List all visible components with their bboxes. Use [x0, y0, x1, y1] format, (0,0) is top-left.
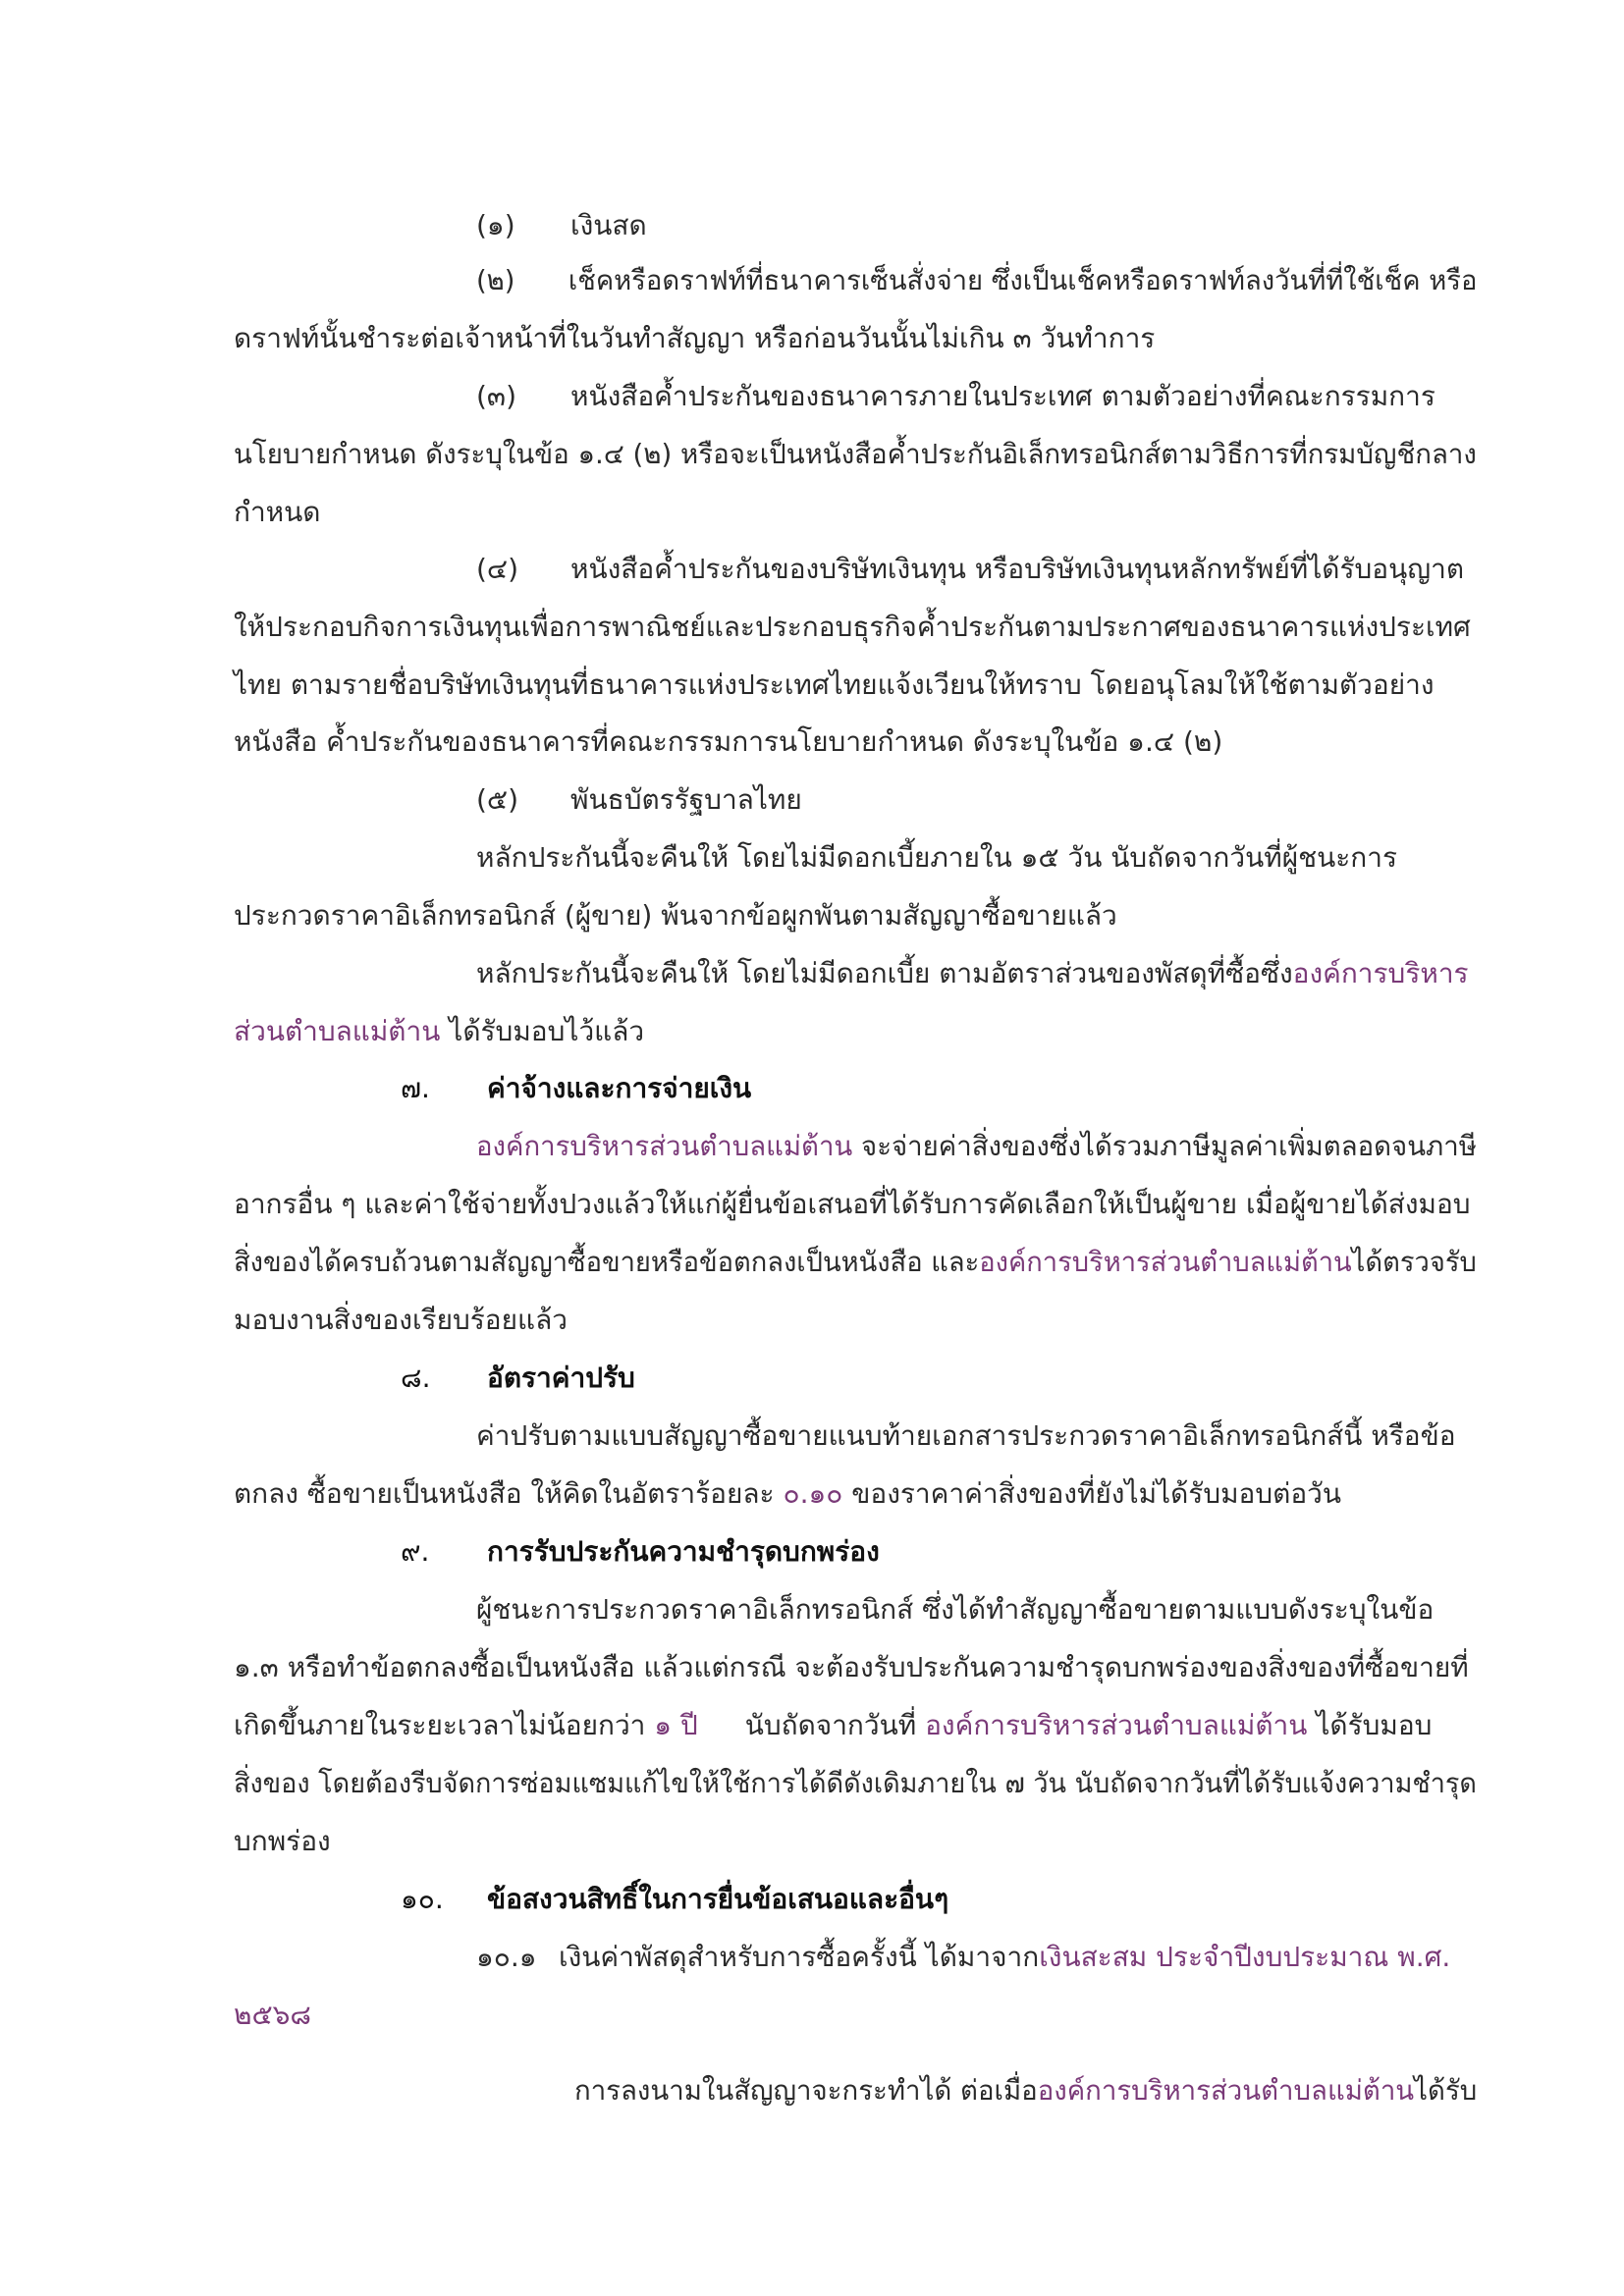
section-text: ของราคาค่าสิ่งของที่ยังไม่ได้รับมอบต่อวัน — [842, 1477, 1342, 1510]
return-1-line-2: ประกวดราคาอิเล็กทรอนิกส์ (ผู้ขาย) พ้นจากข้อผูกพันตามสัญญาซื้อขายแล้ว — [234, 899, 1117, 932]
org-name-text: องค์การบริหารส่วนตำบลแม่ต้าน — [1037, 2074, 1415, 2107]
section-text: เกิดขึ้นภายในระยะเวลาไม่น้อยกว่า — [234, 1709, 655, 1741]
section-text: ได้รับมอบ — [1307, 1709, 1433, 1741]
budget-source: เงินสะสม ประจำปีงบประมาณ พ.ศ. — [1039, 1941, 1451, 1973]
section-title: ข้อสงวนสิทธิ์ในการยื่นข้อเสนอและอื่นๆ — [487, 1883, 949, 1915]
item-text: หนังสือค้ำประกันของธนาคารภายในประเทศ ตามตัวอย่างที่คณะกรรมการ — [570, 380, 1435, 412]
section-text: ได้รับ — [1414, 2074, 1478, 2107]
warranty-period: ๑ ปี — [654, 1709, 698, 1741]
section-9-line-4: สิ่งของ โดยต้องรีบจัดการซ่อมแซมแก้ไขให้ใช้การได้ดีดังเดิมภายใน ๗ วัน นับถัดจากวันที่ได้รับแจ้งความชำรุด — [234, 1767, 1477, 1799]
section-text: เงินค่าพัสดุสำหรับการซื้อครั้งนี้ ได้มาจาก — [559, 1941, 1040, 1973]
org-name-text: องค์การบริหาร — [1292, 957, 1469, 989]
section-10-1-line-1 — [476, 1938, 1450, 1977]
item-2-line-2: ดราฟท์นั้นชำระต่อเจ้าหน้าที่ในวันทำสัญญา หรือก่อนวันนั้นไม่เกิน ๓ วันทำการ — [234, 322, 1156, 354]
item-text: เช็คหรือดราฟท์ที่ธนาคารเซ็นสั่งจ่าย ซึ่งเป็นเช็คหรือดราฟท์ลงวันที่ที่ใช้เช็ค หรือ — [568, 264, 1478, 296]
section-text: สิ่งของได้ครบถ้วนตามสัญญาซื้อขายหรือข้อตกลงเป็นหนังสือ และ — [234, 1246, 980, 1278]
item-number: (๑) — [476, 209, 515, 241]
return-2-line-1 — [476, 954, 1469, 993]
section-7-line-3 — [234, 1243, 1477, 1282]
section-number: ๙. — [401, 1535, 430, 1568]
section-9-heading — [401, 1532, 880, 1572]
item-text: หนังสือค้ำประกันของบริษัทเงินทุน หรือบริษัทเงินทุนหลักทรัพย์ที่ได้รับอนุญาต — [570, 553, 1465, 585]
section-7-line-4: มอบงานสิ่งของเรียบร้อยแล้ว — [234, 1304, 568, 1336]
section-8-heading — [401, 1359, 635, 1398]
item-number: (๓) — [476, 380, 516, 412]
penalty-rate: ๐.๑๐ — [783, 1477, 843, 1510]
item-text: พันธบัตรรัฐบาลไทย — [570, 783, 802, 816]
section-10-heading — [401, 1880, 948, 1919]
item-number: (๔) — [476, 553, 519, 585]
section-10-1-line-3 — [574, 2071, 1477, 2110]
return-2-text: หลักประกันนี้จะคืนให้ โดยไม่มีดอกเบี้ย ตามอัตราส่วนของพัสดุที่ซื้อซึ่ง — [476, 957, 1293, 989]
section-7-line-1 — [476, 1127, 1477, 1166]
section-text: นับถัดจากวันที่ — [744, 1709, 926, 1741]
item-1 — [476, 206, 647, 245]
section-number: ๑๐. — [401, 1883, 444, 1915]
return-1-line-1: หลักประกันนี้จะคืนให้ โดยไม่มีดอกเบี้ยภายใน ๑๕ วัน นับถัดจากวันที่ผู้ชนะการ — [476, 841, 1398, 874]
section-text: ได้ตรวจรับ — [1351, 1246, 1477, 1278]
section-7-line-2: อากรอื่น ๆ และค่าใช้จ่ายทั้งปวงแล้วให้แก่ผู้ยื่นข้อเสนอที่ได้รับการคัดเลือกให้เป็นผู้ขาย เมื่อผู้ขายได้ส่งมอบ — [234, 1188, 1471, 1220]
return-2-line-2 — [234, 1012, 644, 1051]
item-3-line-3: กำหนด — [234, 496, 321, 528]
item-4-line-2: ให้ประกอบกิจการเงินทุนเพื่อการพาณิชย์และประกอบธุรกิจค้ำประกันตามประกาศของธนาคารแห่งประเทศ — [234, 611, 1471, 643]
section-number: ๘. — [401, 1362, 431, 1394]
org-name-text: ส่วนตำบลแม่ต้าน — [234, 1015, 441, 1047]
section-9-line-2: ๑.๓ หรือทำข้อตกลงซื้อเป็นหนังสือ แล้วแต่กรณี จะต้องรับประกันความชำรุดบกพร่องของสิ่งของที่ซื้อขายที่ — [234, 1651, 1469, 1683]
budget-year: ๒๕๖๘ — [234, 1999, 312, 2031]
section-8-line-2 — [234, 1474, 1341, 1514]
section-title: อัตราค่าปรับ — [487, 1362, 635, 1394]
section-9-line-1: ผู้ชนะการประกวดราคาอิเล็กทรอนิกส์ ซึ่งได้ทำสัญญาซื้อขายตามแบบดังระบุในข้อ — [476, 1593, 1435, 1626]
item-number: (๒) — [476, 264, 515, 296]
section-text: จะจ่ายค่าสิ่งของซึ่งได้รวมภาษีมูลค่าเพิ่มตลอดจนภาษี — [852, 1130, 1477, 1162]
section-8-line-1: ค่าปรับตามแบบสัญญาซื้อขายแนบท้ายเอกสารประกวดราคาอิเล็กทรอนิกส์นี้ หรือข้อ — [476, 1419, 1456, 1452]
item-2-line-1 — [476, 261, 1477, 300]
item-4-line-3: ไทย ตามรายชื่อบริษัทเงินทุนที่ธนาคารแห่งประเทศไทยแจ้งเวียนให้ทราบ โดยอนุโลมให้ใช้ตามตัวอย่าง — [234, 668, 1435, 701]
item-3-line-2: นโยบายกำหนด ดังระบุในข้อ ๑.๔ (๒) หรือจะเป็นหนังสือค้ำประกันอิเล็กทรอนิกส์ตามวิธีการที่กรมบัญชีกลาง — [234, 438, 1477, 470]
section-number: ๗. — [401, 1072, 430, 1104]
section-text: ตกลง ซื้อขายเป็นหนังสือ ให้คิดในอัตราร้อยละ — [234, 1477, 784, 1510]
org-name-text: องค์การบริหารส่วนตำบลแม่ต้าน — [925, 1709, 1308, 1741]
return-2-text: ได้รับมอบไว้แล้ว — [440, 1015, 645, 1047]
item-4-line-1 — [476, 550, 1464, 589]
section-text: การลงนามในสัญญาจะกระทำได้ ต่อเมื่อ — [574, 2074, 1038, 2107]
item-5 — [476, 780, 802, 820]
org-name-text: องค์การบริหารส่วนตำบลแม่ต้าน — [979, 1246, 1352, 1278]
item-4-line-4: หนังสือ ค้ำประกันของธนาคารที่คณะกรรมการนโยบายกำหนด ดังระบุในข้อ ๑.๔ (๒) — [234, 725, 1223, 758]
section-title: การรับประกันความชำรุดบกพร่อง — [487, 1535, 880, 1568]
item-3-line-1 — [476, 377, 1435, 416]
item-text: เงินสด — [570, 209, 647, 241]
item-number: (๕) — [476, 783, 519, 816]
org-name-text: องค์การบริหารส่วนตำบลแม่ต้าน — [476, 1130, 853, 1162]
section-9-line-5: บกพร่อง — [234, 1825, 331, 1857]
section-title: ค่าจ้างและการจ่ายเงิน — [487, 1072, 752, 1104]
subsection-number: ๑๐.๑ — [476, 1941, 537, 1973]
section-9-line-3 — [234, 1706, 1432, 1745]
section-7-heading — [401, 1069, 751, 1108]
